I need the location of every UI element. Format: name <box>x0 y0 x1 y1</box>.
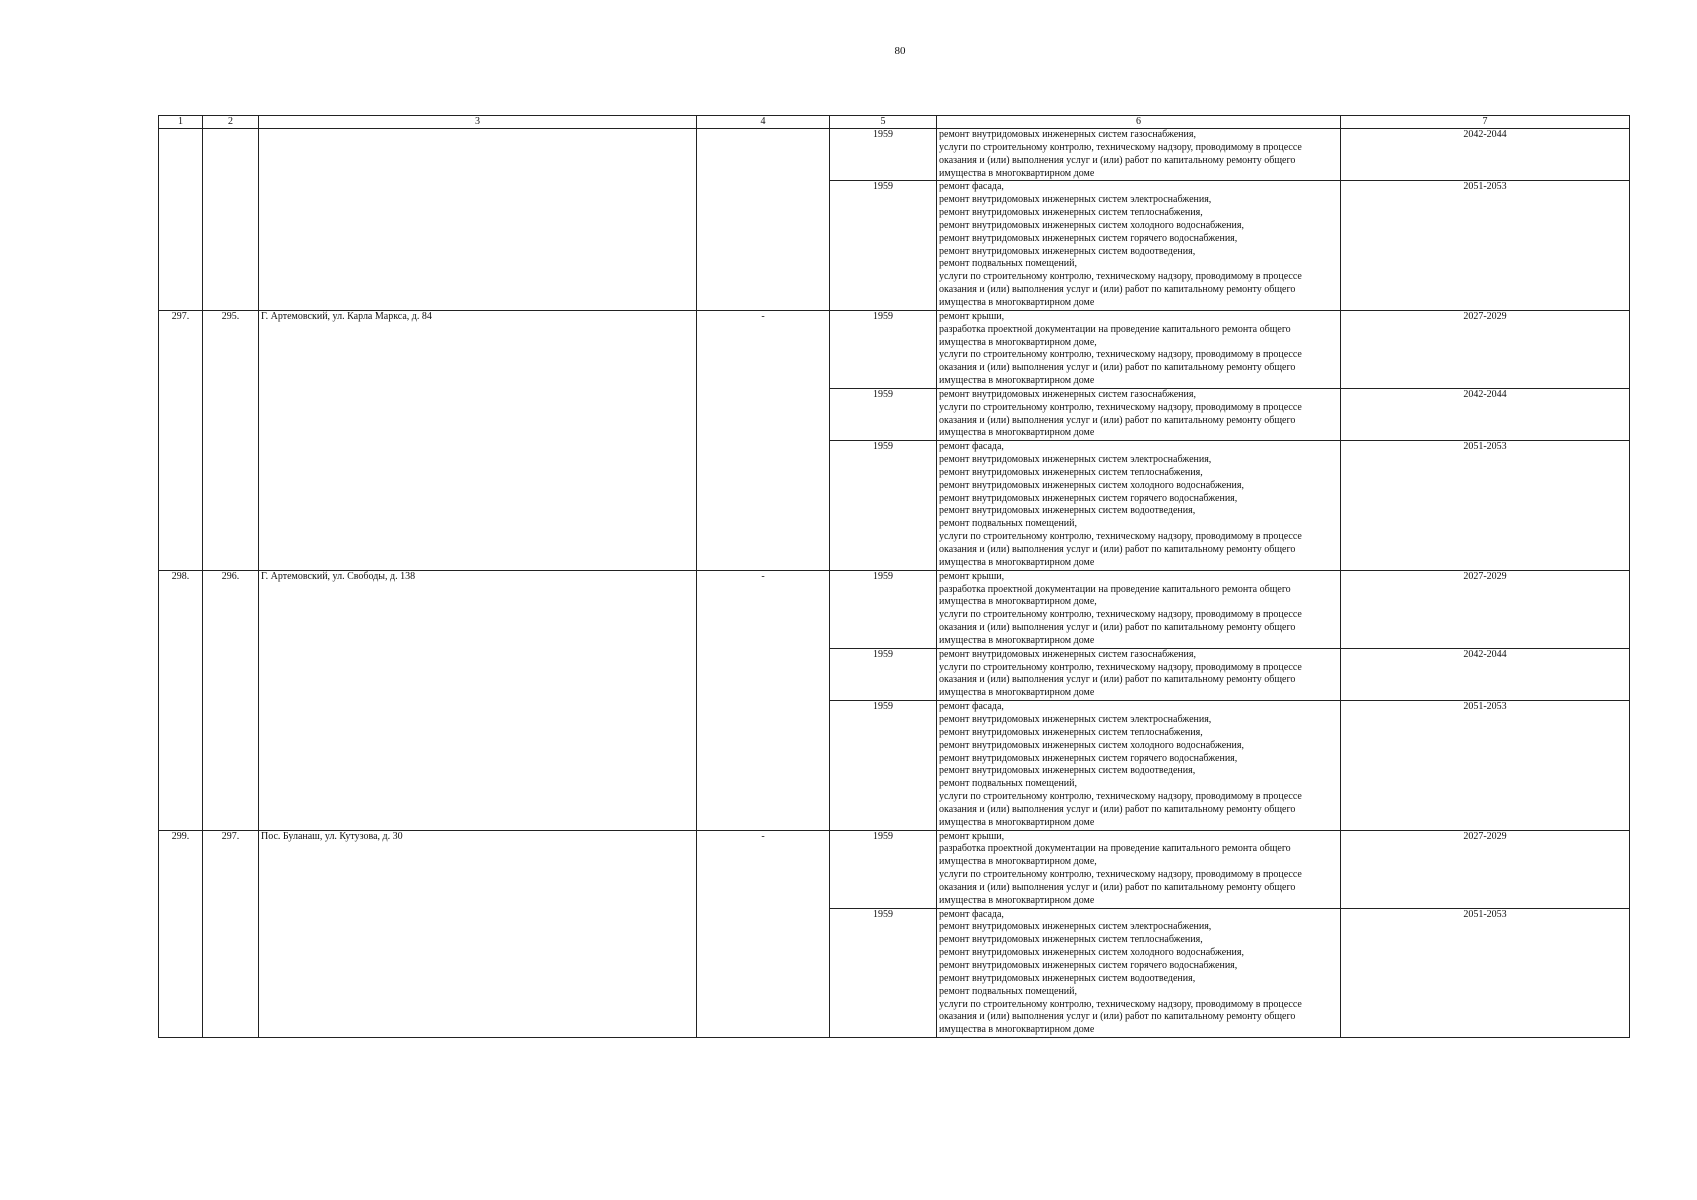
object-number <box>203 129 259 311</box>
period-cell: 2051-2053 <box>1341 908 1630 1037</box>
work-item: ремонт внутридомовых инженерных систем водоотведения, <box>939 972 1196 984</box>
work-item: ремонт фасада, <box>939 701 1004 713</box>
works-cell <box>937 570 1341 648</box>
work-item: ремонт подвальных помещений, <box>939 518 1077 530</box>
year-cell: 1959 <box>830 701 937 830</box>
work-item: разработка проектной документации на проведение капитального ремонта общего <box>939 583 1291 595</box>
work-item: ремонт внутридомовых инженерных систем холодного водоснабжения, <box>939 479 1244 491</box>
work-item: имущества в многоквартирном доме <box>939 816 1095 828</box>
page-number: 80 <box>894 45 906 57</box>
work-item: оказания и (или) выполнения услуг и (или) работ по капитальному ремонту общего <box>939 362 1296 374</box>
work-item: ремонт внутридомовых инженерных систем газоснабжения, <box>939 648 1196 660</box>
year-cell: 1959 <box>830 388 937 440</box>
column-header: 4 <box>697 116 830 129</box>
table-row <box>159 310 1630 388</box>
works-cell <box>937 310 1341 388</box>
column-header: 3 <box>259 116 697 129</box>
work-item: имущества в многоквартирном доме, <box>939 336 1097 348</box>
capital-repair-table <box>158 115 1630 1038</box>
year-cell: 1959 <box>830 310 937 388</box>
work-item: ремонт подвальных помещений, <box>939 985 1077 997</box>
period-cell: 2042-2044 <box>1341 388 1630 440</box>
works-cell <box>937 129 1341 181</box>
work-item: ремонт внутридомовых инженерных систем теплоснабжения, <box>939 207 1203 219</box>
works-cell <box>937 388 1341 440</box>
work-item: услуги по строительному контролю, техническому надзору, проводимому в процессе <box>939 401 1302 413</box>
record-number <box>159 129 203 311</box>
address-cell: Пос. Буланаш, ул. Кутузова, д. 30 <box>259 830 697 1038</box>
address-cell <box>259 129 697 311</box>
work-item: имущества в многоквартирном доме <box>939 427 1095 439</box>
work-item: ремонт внутридомовых инженерных систем электроснабжения, <box>939 454 1212 466</box>
work-item: услуги по строительному контролю, техническому надзору, проводимому в процессе <box>939 791 1302 803</box>
work-item: имущества в многоквартирном доме <box>939 296 1095 308</box>
works-cell <box>937 648 1341 700</box>
work-item: имущества в многоквартирном доме <box>939 894 1095 906</box>
object-number: 297. <box>203 830 259 1038</box>
work-item: услуги по строительному контролю, техническому надзору, проводимому в процессе <box>939 349 1302 361</box>
works-cell <box>937 908 1341 1037</box>
work-item: оказания и (или) выполнения услуг и (или) работ по капитальному ремонту общего <box>939 544 1296 555</box>
work-item: услуги по строительному контролю, техническому надзору, проводимому в процессе <box>939 661 1302 673</box>
work-item: оказания и (или) выполнения услуг и (или) работ по капитальному ремонту общего <box>939 284 1296 296</box>
work-item: ремонт внутридомовых инженерных систем горячего водоснабжения, <box>939 960 1238 971</box>
works-cell <box>937 830 1341 908</box>
work-item: имущества в многоквартирном доме <box>939 687 1095 699</box>
column-header: 2 <box>203 116 259 129</box>
address-cell: Г. Артемовский, ул. Свободы, д. 138 <box>259 570 697 830</box>
work-item: ремонт внутридомовых инженерных систем холодного водоснабжения, <box>939 947 1244 959</box>
year-cell: 1959 <box>830 181 937 310</box>
work-item: имущества в многоквартирном доме <box>939 1024 1095 1036</box>
work-item: оказания и (или) выполнения услуг и (или) работ по капитальному ремонту общего <box>939 1011 1296 1023</box>
period-cell: 2027-2029 <box>1341 830 1630 908</box>
work-item: услуги по строительному контролю, техническому надзору, проводимому в процессе <box>939 998 1302 1010</box>
period-cell: 2051-2053 <box>1341 181 1630 310</box>
work-item: имущества в многоквартирном доме, <box>939 856 1097 868</box>
period-cell: 2027-2029 <box>1341 310 1630 388</box>
work-item: услуги по строительному контролю, техническому надзору, проводимому в процессе <box>939 141 1302 153</box>
work-item: оказания и (или) выполнения услуг и (или) работ по капитальному ремонту общего <box>939 881 1296 893</box>
work-item: ремонт внутридомовых инженерных систем водоотведения, <box>939 245 1196 257</box>
record-number: 297. <box>159 310 203 570</box>
year-cell: 1959 <box>830 908 937 1037</box>
year-cell: 1959 <box>830 648 937 700</box>
works-cell <box>937 181 1341 310</box>
work-item: имущества в многоквартирном доме <box>939 556 1095 568</box>
work-item: имущества в многоквартирном доме, <box>939 596 1097 608</box>
period-cell: 2051-2053 <box>1341 441 1630 570</box>
year-cell: 1959 <box>830 570 937 648</box>
work-item: разработка проектной документации на проведение капитального ремонта общего <box>939 843 1291 855</box>
work-item: ремонт внутридомовых инженерных систем водоотведения, <box>939 765 1196 777</box>
works-cell <box>937 441 1341 570</box>
work-item: ремонт фасада, <box>939 908 1004 920</box>
work-item: ремонт внутридомовых инженерных систем теплоснабжения, <box>939 726 1203 738</box>
work-item: услуги по строительному контролю, техническому надзору, проводимому в процессе <box>939 271 1302 283</box>
work-item: ремонт внутридомовых инженерных систем теплоснабжения, <box>939 466 1203 478</box>
period-cell: 2042-2044 <box>1341 129 1630 181</box>
address-cell: Г. Артемовский, ул. Карла Маркса, д. 84 <box>259 310 697 570</box>
work-item: оказания и (или) выполнения услуг и (или) работ по капитальному ремонту общего <box>939 622 1296 634</box>
work-item: имущества в многоквартирном доме <box>939 167 1095 179</box>
work-item: ремонт внутридомовых инженерных систем горячего водоснабжения, <box>939 492 1238 504</box>
year-cell: 1959 <box>830 129 937 181</box>
record-number: 299. <box>159 830 203 1038</box>
work-item: оказания и (или) выполнения услуг и (или) работ по капитальному ремонту общего <box>939 674 1296 686</box>
work-item: ремонт внутридомовых инженерных систем холодного водоснабжения, <box>939 739 1244 751</box>
works-cell <box>937 701 1341 830</box>
work-item: оказания и (или) выполнения услуг и (или) работ по капитальному ремонту общего <box>939 414 1296 426</box>
column-header: 7 <box>1341 116 1630 129</box>
work-item: ремонт внутридомовых инженерных систем газоснабжения, <box>939 388 1196 400</box>
work-item: ремонт внутридомовых инженерных систем теплоснабжения, <box>939 934 1203 946</box>
work-item: услуги по строительному контролю, техническому надзору, проводимому в процессе <box>939 531 1302 543</box>
table-row <box>159 129 1630 181</box>
work-item: ремонт внутридомовых инженерных систем электроснабжения, <box>939 194 1212 206</box>
col4-cell: - <box>697 570 830 830</box>
col4-cell: - <box>697 310 830 570</box>
work-item: имущества в многоквартирном доме <box>939 375 1095 387</box>
work-item: ремонт внутридомовых инженерных систем горячего водоснабжения, <box>939 752 1238 764</box>
work-item: ремонт внутридомовых инженерных систем водоотведения, <box>939 505 1196 517</box>
table-body <box>159 129 1630 1038</box>
work-item: ремонт крыши, <box>939 830 1005 842</box>
work-item: ремонт внутридомовых инженерных систем горячего водоснабжения, <box>939 232 1238 244</box>
work-item: ремонт внутридомовых инженерных систем газоснабжения, <box>939 129 1196 140</box>
period-cell: 2027-2029 <box>1341 570 1630 648</box>
work-item: ремонт подвальных помещений, <box>939 778 1077 790</box>
column-number-row <box>159 116 1630 129</box>
work-item: услуги по строительному контролю, техническому надзору, проводимому в процессе <box>939 869 1302 881</box>
object-number: 296. <box>203 570 259 830</box>
work-item: оказания и (или) выполнения услуг и (или) работ по капитальному ремонту общего <box>939 154 1296 166</box>
record-number: 298. <box>159 570 203 830</box>
work-item: ремонт крыши, <box>939 310 1005 322</box>
work-item: ремонт крыши, <box>939 570 1005 582</box>
year-cell: 1959 <box>830 830 937 908</box>
column-header: 5 <box>830 116 937 129</box>
col4-cell: - <box>697 830 830 1038</box>
work-item: ремонт внутридомовых инженерных систем электроснабжения, <box>939 921 1212 933</box>
column-header: 1 <box>159 116 203 129</box>
work-item: ремонт внутридомовых инженерных систем электроснабжения, <box>939 713 1212 725</box>
work-item: имущества в многоквартирном доме <box>939 634 1095 646</box>
work-item: ремонт фасада, <box>939 181 1004 193</box>
col4-cell <box>697 129 830 311</box>
work-item: ремонт внутридомовых инженерных систем холодного водоснабжения, <box>939 219 1244 231</box>
column-header: 6 <box>937 116 1341 129</box>
work-item: оказания и (или) выполнения услуг и (или) работ по капитальному ремонту общего <box>939 803 1296 815</box>
work-item: ремонт фасада, <box>939 441 1004 453</box>
table-row <box>159 830 1630 908</box>
period-cell: 2051-2053 <box>1341 701 1630 830</box>
object-number: 295. <box>203 310 259 570</box>
table-row <box>159 570 1630 648</box>
work-item: услуги по строительному контролю, техническому надзору, проводимому в процессе <box>939 609 1302 621</box>
work-item: разработка проектной документации на проведение капитального ремонта общего <box>939 323 1291 335</box>
period-cell: 2042-2044 <box>1341 648 1630 700</box>
work-item: ремонт подвальных помещений, <box>939 258 1077 270</box>
year-cell: 1959 <box>830 441 937 570</box>
